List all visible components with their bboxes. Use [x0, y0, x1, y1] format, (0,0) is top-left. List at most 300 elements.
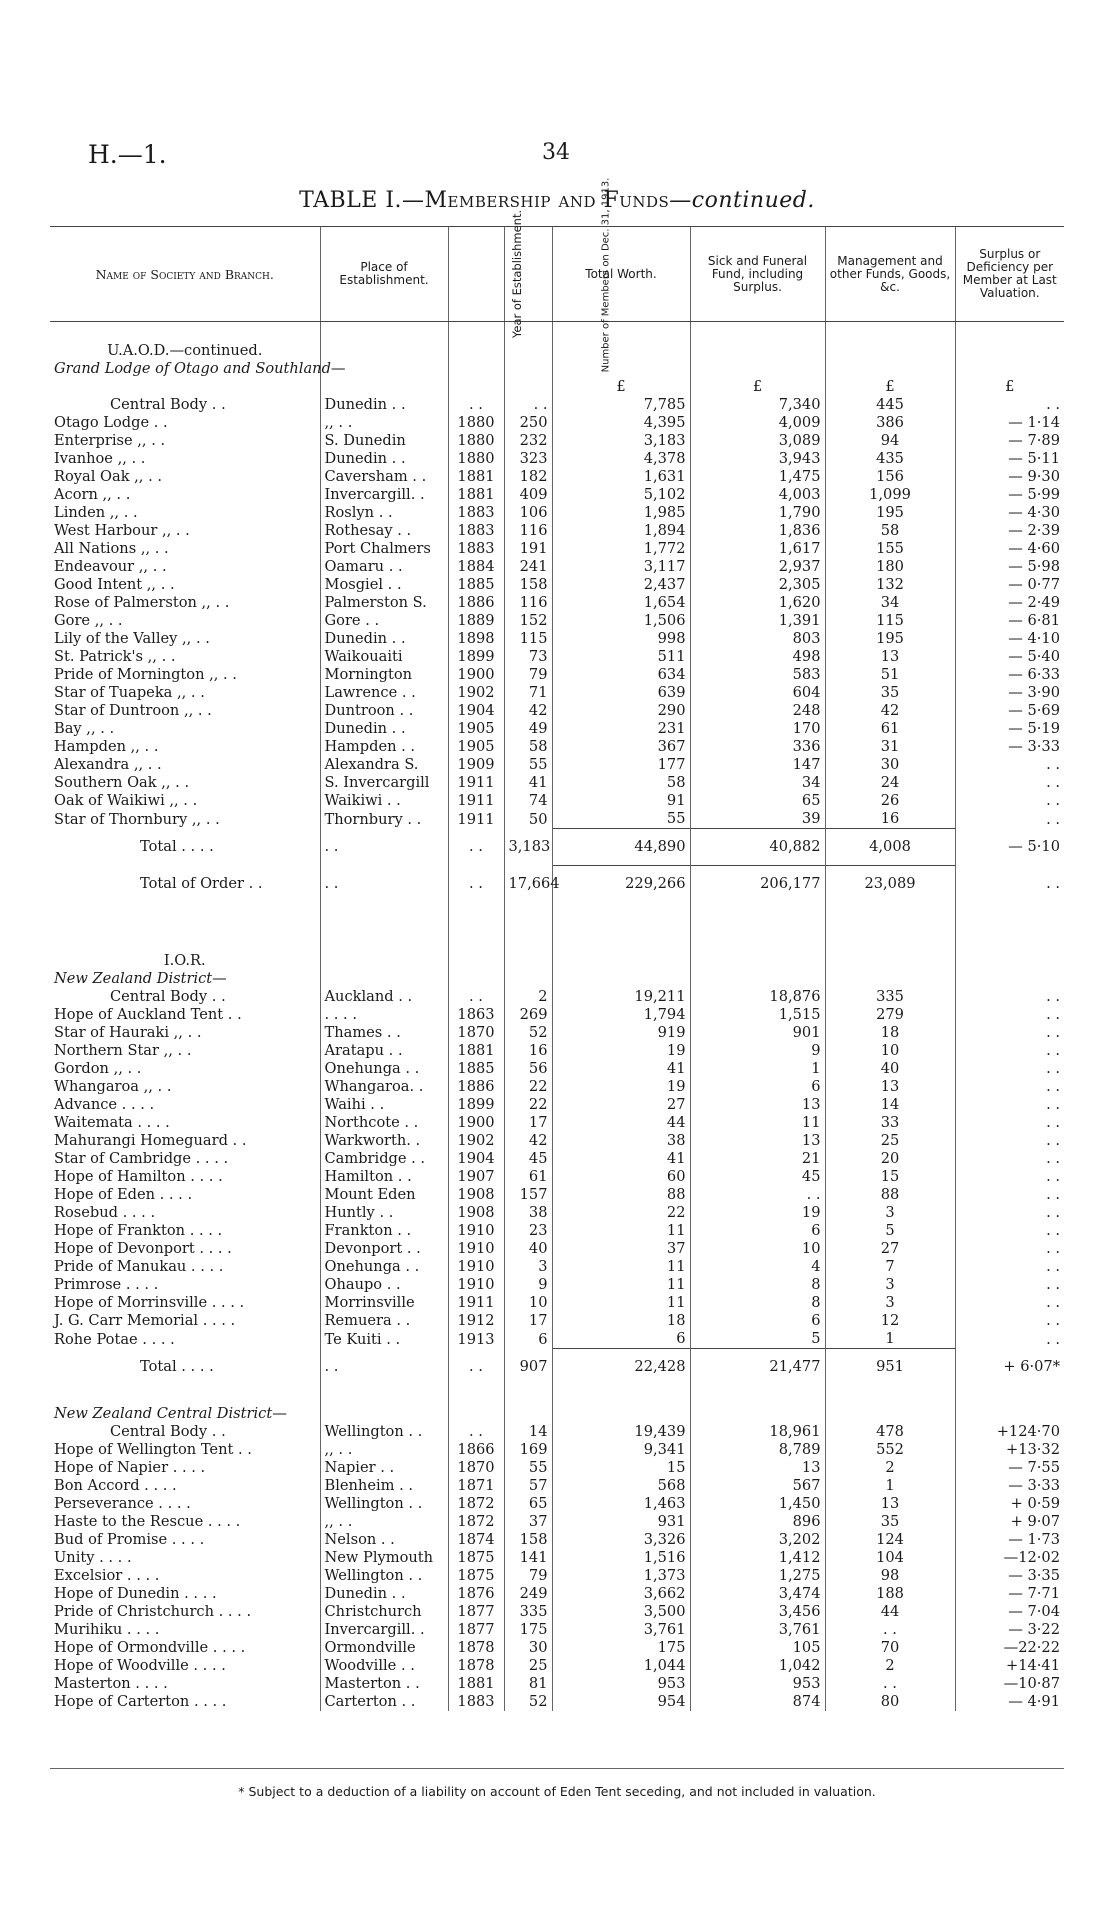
place: Rothesay . .	[320, 522, 448, 540]
management-fund: 13	[825, 648, 955, 666]
management-fund: 5	[825, 1222, 955, 1240]
place: ,, . .	[320, 1513, 448, 1531]
sick-fund: 21,477	[690, 1349, 825, 1386]
table-row	[50, 684, 1064, 702]
year: 1889	[448, 612, 504, 630]
spacer-cell	[552, 902, 690, 952]
surplus: . .	[955, 1078, 1064, 1096]
total-worth: 3,183	[552, 432, 690, 450]
branch-name: Hope of Wellington Tent . .	[54, 1441, 252, 1458]
surplus: — 4·10	[955, 630, 1064, 648]
members: 79	[504, 666, 552, 684]
surplus: . .	[955, 1168, 1064, 1186]
branch-name: Star of Cambridge . . . .	[54, 1150, 229, 1167]
members: 71	[504, 684, 552, 702]
total-worth: 41	[552, 1060, 690, 1078]
spacer-cell	[552, 332, 690, 342]
spacer-cell	[955, 902, 1064, 952]
surplus: — 1·73	[955, 1531, 1064, 1549]
spacer-cell	[552, 322, 690, 333]
members: 79	[504, 1567, 552, 1585]
spacer-cell	[320, 952, 448, 970]
spacer-cell	[552, 1405, 690, 1423]
total-worth: 3,500	[552, 1603, 690, 1621]
surplus: . .	[955, 1258, 1064, 1276]
total-worth: 1,463	[552, 1495, 690, 1513]
branch-name: Murihiku . . . .	[54, 1621, 160, 1638]
year: . .	[448, 1423, 504, 1441]
management-fund: 34	[825, 594, 955, 612]
sick-fund: 248	[690, 702, 825, 720]
place: Ormondville	[320, 1639, 448, 1657]
year: 1904	[448, 1150, 504, 1168]
branch-name: Southern Oak ,, . .	[54, 774, 190, 791]
spacer-cell	[690, 322, 825, 333]
currency-symbol: £	[825, 378, 955, 396]
spacer-cell	[448, 360, 504, 378]
year: 1912	[448, 1312, 504, 1330]
total-worth: 11	[552, 1258, 690, 1276]
branch-name: West Harbour ,, . .	[54, 522, 190, 539]
management-fund: 10	[825, 1042, 955, 1060]
management-fund: 26	[825, 792, 955, 810]
year: 1883	[448, 540, 504, 558]
table-row	[50, 1312, 1064, 1330]
branch-name: Hope of Devonport . . . .	[54, 1240, 232, 1257]
table-row	[50, 774, 1064, 792]
sick-fund: 206,177	[690, 866, 825, 903]
sick-fund: 11	[690, 1114, 825, 1132]
surplus: — 5·98	[955, 558, 1064, 576]
surplus: — 5·69	[955, 702, 1064, 720]
total-worth: 1,516	[552, 1549, 690, 1567]
place: Christchurch	[320, 1603, 448, 1621]
management-fund: 30	[825, 756, 955, 774]
surplus: — 3·33	[955, 738, 1064, 756]
management-fund: 2	[825, 1657, 955, 1675]
members: 158	[504, 1531, 552, 1549]
surplus: . .	[955, 1132, 1064, 1150]
members: 241	[504, 558, 552, 576]
branch-name: Otago Lodge . .	[54, 414, 168, 431]
branch-name: Acorn ,, . .	[54, 486, 131, 503]
branch-name: Whangaroa ,, . .	[54, 1078, 172, 1095]
table-row	[50, 702, 1064, 720]
place: Carterton . .	[320, 1693, 448, 1711]
table-row	[50, 1024, 1064, 1042]
year: 1881	[448, 1042, 504, 1060]
sick-fund: 4,003	[690, 486, 825, 504]
surplus: +124·70	[955, 1423, 1064, 1441]
management-fund: 188	[825, 1585, 955, 1603]
sick-fund: 65	[690, 792, 825, 810]
sick-fund: 6	[690, 1312, 825, 1330]
members: 22	[504, 1096, 552, 1114]
place: Mosgiel . .	[320, 576, 448, 594]
place: Dunedin . .	[320, 450, 448, 468]
surplus: — 4·91	[955, 1693, 1064, 1711]
members: 157	[504, 1186, 552, 1204]
members: 40	[504, 1240, 552, 1258]
sick-fund: 803	[690, 630, 825, 648]
total-worth: 44	[552, 1114, 690, 1132]
members: 22	[504, 1078, 552, 1096]
spacer-cell	[825, 1405, 955, 1423]
table-row	[50, 1693, 1064, 1711]
spacer-cell	[690, 360, 825, 378]
spacer-cell	[955, 952, 1064, 970]
total-worth: 1,654	[552, 594, 690, 612]
members: 115	[504, 630, 552, 648]
branch-name: Hope of Ormondville . . . .	[54, 1639, 246, 1656]
year: 1881	[448, 1675, 504, 1693]
spacer-cell	[825, 360, 955, 378]
sick-fund: 7,340	[690, 396, 825, 414]
spacer-cell	[825, 1395, 955, 1405]
year: 1910	[448, 1222, 504, 1240]
management-fund: 24	[825, 774, 955, 792]
surplus: . .	[955, 1186, 1064, 1204]
total-worth: 3,662	[552, 1585, 690, 1603]
sick-fund: 4,009	[690, 414, 825, 432]
year: 1909	[448, 756, 504, 774]
table-row	[50, 1132, 1064, 1150]
branch-name: Advance . . . .	[54, 1096, 155, 1113]
total-worth: 639	[552, 684, 690, 702]
branch-name: Star of Duntroon ,, . .	[54, 702, 212, 719]
place: Dunedin . .	[320, 630, 448, 648]
spacer-cell	[955, 1405, 1064, 1423]
management-fund: 1,099	[825, 486, 955, 504]
branch-name: Rosebud . . . .	[54, 1204, 156, 1221]
management-fund: 7	[825, 1258, 955, 1276]
sick-fund: 953	[690, 1675, 825, 1693]
surplus: . .	[955, 1024, 1064, 1042]
spacer-cell	[448, 342, 504, 360]
sick-fund: 18,876	[690, 988, 825, 1006]
spacer-cell	[50, 322, 320, 333]
year: 1902	[448, 684, 504, 702]
management-fund: 104	[825, 1549, 955, 1567]
order-total-row-uaod	[50, 866, 1064, 903]
year: 1911	[448, 792, 504, 810]
place: Mount Eden	[320, 1186, 448, 1204]
year: 1907	[448, 1168, 504, 1186]
surplus: —22·22	[955, 1639, 1064, 1657]
surplus: . .	[955, 396, 1064, 414]
sick-fund: 45	[690, 1168, 825, 1186]
year: 1911	[448, 1294, 504, 1312]
branch-name: Mahurangi Homeguard . .	[54, 1132, 247, 1149]
year: 1908	[448, 1204, 504, 1222]
section-subtitle-ior	[50, 970, 1064, 988]
spacer-cell	[690, 952, 825, 970]
management-fund: 94	[825, 432, 955, 450]
col-header-surplus: Surplus or Deficiency per Member at Last Valuation.	[955, 227, 1064, 322]
place: Auckland . .	[320, 988, 448, 1006]
year: 1900	[448, 1114, 504, 1132]
members: . .	[504, 396, 552, 414]
sick-fund: 2,305	[690, 576, 825, 594]
place: Hamilton . .	[320, 1168, 448, 1186]
branch-name: Hope of Auckland Tent . .	[54, 1006, 242, 1023]
branch-name: Hope of Dunedin . . . .	[54, 1585, 217, 1602]
surplus: . .	[955, 1114, 1064, 1132]
surplus: + 9·07	[955, 1513, 1064, 1531]
management-fund: 3	[825, 1276, 955, 1294]
management-fund: 3	[825, 1294, 955, 1312]
sick-fund: 2,937	[690, 558, 825, 576]
members: 249	[504, 1585, 552, 1603]
place: Invercargill. .	[320, 1621, 448, 1639]
management-fund: 13	[825, 1495, 955, 1513]
branch-name: Hope of Napier . . . .	[54, 1459, 206, 1476]
spacer-cell	[50, 378, 320, 396]
spacer-cell	[448, 970, 504, 988]
branch-name: Haste to the Rescue . . . .	[54, 1513, 241, 1530]
branch-name: Unity . . . .	[54, 1549, 132, 1566]
surplus: — 9·30	[955, 468, 1064, 486]
branch-name: Central Body . .	[110, 988, 226, 1005]
col-header-total-worth: Total Worth.	[552, 227, 690, 322]
table-row	[50, 1294, 1064, 1312]
total-worth: 19	[552, 1078, 690, 1096]
surplus: — 4·30	[955, 504, 1064, 522]
management-fund: 195	[825, 504, 955, 522]
sick-fund: 8	[690, 1276, 825, 1294]
table-row	[50, 1513, 1064, 1531]
members: 10	[504, 1294, 552, 1312]
year: 1910	[448, 1258, 504, 1276]
total-worth: 19,211	[552, 988, 690, 1006]
total-worth: 367	[552, 738, 690, 756]
place: Nelson . .	[320, 1531, 448, 1549]
surplus: — 7·89	[955, 432, 1064, 450]
sick-fund: 8	[690, 1294, 825, 1312]
members: 38	[504, 1204, 552, 1222]
surplus: . .	[955, 1060, 1064, 1078]
members: 250	[504, 414, 552, 432]
place: Roslyn . .	[320, 504, 448, 522]
management-fund: 15	[825, 1168, 955, 1186]
branch-name: Bon Accord . . . .	[54, 1477, 177, 1494]
management-fund: 35	[825, 684, 955, 702]
branch-name: St. Patrick's ,, . .	[54, 648, 176, 665]
branch-name: Gore ,, . .	[54, 612, 123, 629]
management-fund: 12	[825, 1312, 955, 1330]
table-row	[50, 1078, 1064, 1096]
branch-name: Gordon ,, . .	[54, 1060, 142, 1077]
sick-fund: 9	[690, 1042, 825, 1060]
year: 1881	[448, 486, 504, 504]
spacer-cell	[825, 902, 955, 952]
spacer-cell	[504, 902, 552, 952]
place: Te Kuiti . .	[320, 1330, 448, 1349]
spacer-row	[50, 322, 1064, 333]
table-row	[50, 1459, 1064, 1477]
members: 56	[504, 1060, 552, 1078]
table-row	[50, 1549, 1064, 1567]
management-fund: 88	[825, 1186, 955, 1204]
members: 175	[504, 1621, 552, 1639]
table-row	[50, 1042, 1064, 1060]
total-worth: 919	[552, 1024, 690, 1042]
year: 1866	[448, 1441, 504, 1459]
branch-name: Bay ,, . .	[54, 720, 115, 737]
management-fund: 70	[825, 1639, 955, 1657]
sick-fund: 13	[690, 1096, 825, 1114]
place: Onehunga . .	[320, 1060, 448, 1078]
surplus: + 6·07*	[955, 1349, 1064, 1386]
table-row	[50, 1495, 1064, 1513]
year: 1878	[448, 1657, 504, 1675]
management-fund: 33	[825, 1114, 955, 1132]
place: Warkworth. .	[320, 1132, 448, 1150]
year: 1910	[448, 1276, 504, 1294]
col-header-management: Management and other Funds, Goods, &c.	[825, 227, 955, 322]
members: 323	[504, 450, 552, 468]
members: 50	[504, 810, 552, 829]
surplus: + 0·59	[955, 1495, 1064, 1513]
spacer-cell	[320, 332, 448, 342]
total-worth: 511	[552, 648, 690, 666]
members: 58	[504, 738, 552, 756]
section-title-ior	[50, 952, 1064, 970]
surplus: — 0·77	[955, 576, 1064, 594]
total-worth: 568	[552, 1477, 690, 1495]
total-worth: 58	[552, 774, 690, 792]
management-fund: 61	[825, 720, 955, 738]
total-worth: 1,631	[552, 468, 690, 486]
management-fund: 3	[825, 1204, 955, 1222]
spacer-cell	[825, 970, 955, 988]
table-row	[50, 558, 1064, 576]
branch-name: Hope of Frankton . . . .	[54, 1222, 223, 1239]
sick-fund: . .	[690, 1186, 825, 1204]
spacer-cell	[955, 1395, 1064, 1405]
spacer-cell	[448, 378, 504, 396]
members: 269	[504, 1006, 552, 1024]
branch-name: All Nations ,, . .	[54, 540, 169, 557]
sick-fund: 1,391	[690, 612, 825, 630]
sick-fund: 170	[690, 720, 825, 738]
surplus: —10·87	[955, 1675, 1064, 1693]
branch-name: Pride of Mornington ,, . .	[54, 666, 237, 683]
total-worth: 998	[552, 630, 690, 648]
branch-name: Central Body . .	[110, 1423, 226, 1440]
sick-fund: 3,456	[690, 1603, 825, 1621]
branch-name: Ivanhoe ,, . .	[54, 450, 146, 467]
year: 1877	[448, 1603, 504, 1621]
branch-name: Endeavour ,, . .	[54, 558, 167, 575]
table-row	[50, 1240, 1064, 1258]
members: 61	[504, 1168, 552, 1186]
branch-name: Primrose . . . .	[54, 1276, 159, 1293]
total-worth: 290	[552, 702, 690, 720]
members: 52	[504, 1024, 552, 1042]
document-reference: H.—1.	[88, 140, 167, 169]
section-subtitle-uaod-text: Grand Lodge of Otago and Southland—	[54, 360, 346, 377]
total-worth: 19,439	[552, 1423, 690, 1441]
year: 1884	[448, 558, 504, 576]
spacer-cell	[825, 952, 955, 970]
footnote-rule	[50, 1768, 1064, 1769]
spacer-cell	[552, 1395, 690, 1405]
sick-fund: 4	[690, 1258, 825, 1276]
year: . .	[448, 988, 504, 1006]
spacer-cell	[690, 1395, 825, 1405]
sick-fund: 567	[690, 1477, 825, 1495]
management-fund: . .	[825, 1621, 955, 1639]
surplus: . .	[955, 1204, 1064, 1222]
spacer-cell	[504, 1385, 552, 1395]
management-fund: 13	[825, 1078, 955, 1096]
footnote: * Subject to a deduction of a liability on account of Eden Tent seceding, and not included in valuation.	[238, 1784, 876, 1799]
table-row	[50, 792, 1064, 810]
surplus: . .	[955, 866, 1064, 903]
total-worth: 60	[552, 1168, 690, 1186]
section-title-uaod-text: U.A.O.D.—continued.	[107, 342, 263, 359]
year: 1883	[448, 522, 504, 540]
management-fund: 20	[825, 1150, 955, 1168]
table-row	[50, 1330, 1064, 1349]
sick-fund: 1,042	[690, 1657, 825, 1675]
place: . .	[320, 1349, 448, 1386]
management-fund: 51	[825, 666, 955, 684]
place: Oamaru . .	[320, 558, 448, 576]
place: Waikiwi . .	[320, 792, 448, 810]
sick-fund: 604	[690, 684, 825, 702]
total-worth: 1,794	[552, 1006, 690, 1024]
table-row	[50, 1423, 1064, 1441]
sick-fund: 3,474	[690, 1585, 825, 1603]
total-worth: 231	[552, 720, 690, 738]
management-fund: 23,089	[825, 866, 955, 903]
table-row	[50, 522, 1064, 540]
sick-fund: 1	[690, 1060, 825, 1078]
table-row	[50, 1168, 1064, 1186]
branch-name: Northern Star ,, . .	[54, 1042, 192, 1059]
sick-fund: 13	[690, 1132, 825, 1150]
sick-fund: 3,761	[690, 1621, 825, 1639]
spacer-cell	[955, 342, 1064, 360]
branch-name: Pride of Manukau . . . .	[54, 1258, 224, 1275]
branch-name: Hope of Carterton . . . .	[54, 1693, 227, 1710]
total-worth: 11	[552, 1276, 690, 1294]
place: Napier . .	[320, 1459, 448, 1477]
table-row	[50, 666, 1064, 684]
place: Frankton . .	[320, 1222, 448, 1240]
total-worth: 229,266	[552, 866, 690, 903]
year: 1905	[448, 738, 504, 756]
spacer-cell	[448, 1385, 504, 1395]
year: 1863	[448, 1006, 504, 1024]
year: 1905	[448, 720, 504, 738]
total-worth: 5,102	[552, 486, 690, 504]
branch-name: Bud of Promise . . . .	[54, 1531, 205, 1548]
currency-row	[50, 378, 1064, 396]
year: 1875	[448, 1549, 504, 1567]
members: 41	[504, 774, 552, 792]
spacer-cell	[955, 970, 1064, 988]
total-worth: 953	[552, 1675, 690, 1693]
sick-fund: 40,882	[690, 829, 825, 866]
year: 1880	[448, 414, 504, 432]
table-row	[50, 1531, 1064, 1549]
members: 3	[504, 1258, 552, 1276]
branch-name: Perseverance . . . .	[54, 1495, 191, 1512]
total-worth: 4,378	[552, 450, 690, 468]
